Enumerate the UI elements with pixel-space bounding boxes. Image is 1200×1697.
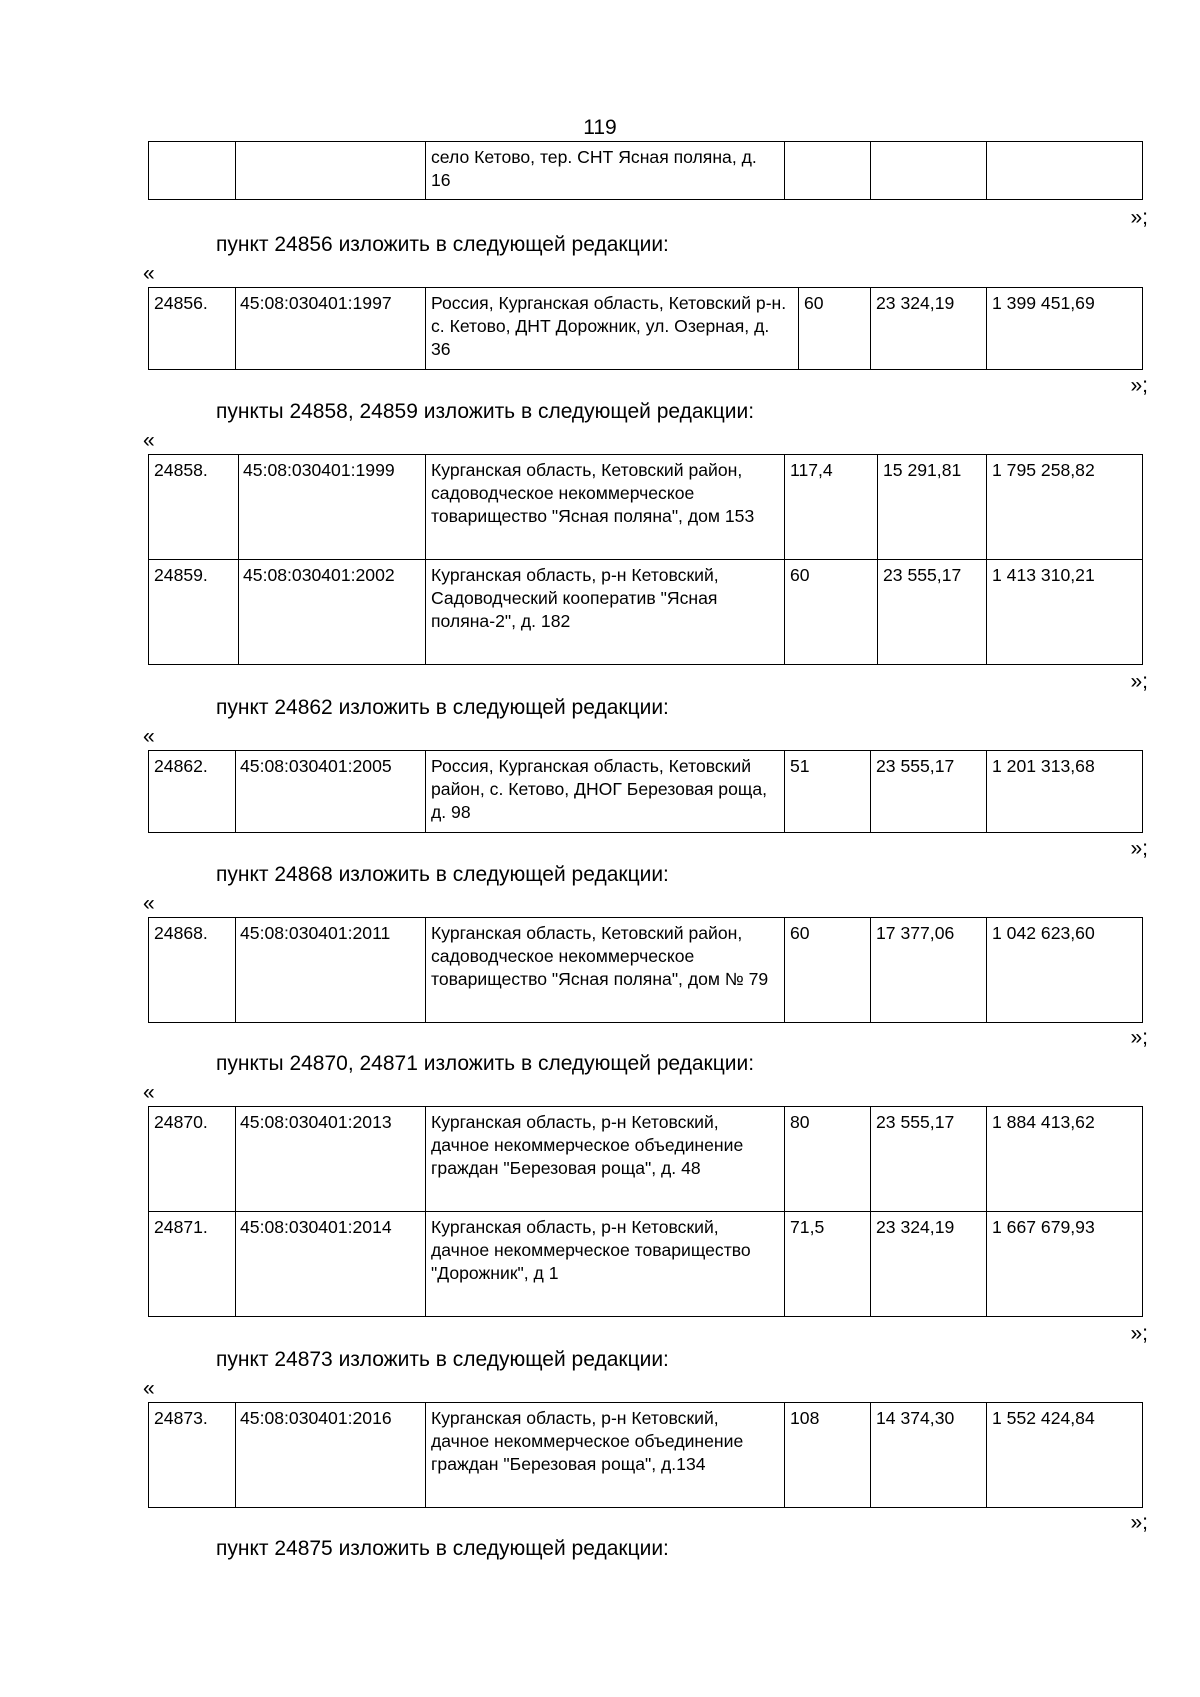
cell-address: Курганская область, р-н Кетовский, Садоводческий кооператив "Ясная поляна-2", д. 182 <box>426 560 785 665</box>
cell-kad <box>236 142 426 200</box>
closing-mark: »; <box>1130 837 1148 860</box>
opening-mark: « <box>143 725 155 748</box>
cell-kad: 45:08:030401:2013 <box>236 1107 426 1212</box>
cell-value: 1 201 313,68 <box>987 751 1143 833</box>
cell-num: 24871. <box>149 1212 236 1317</box>
table-row <box>149 1212 1143 1317</box>
cell-area: 51 <box>785 751 871 833</box>
cell-num: 24868. <box>149 918 236 1023</box>
closing-mark: »; <box>1130 670 1148 693</box>
cell-value: 1 667 679,93 <box>987 1212 1143 1317</box>
section-table <box>148 917 1143 1023</box>
cell-num: 24873. <box>149 1403 236 1508</box>
cell-area: 60 <box>799 288 871 370</box>
table-row <box>149 918 1143 1023</box>
cell-kad: 45:08:030401:2011 <box>236 918 426 1023</box>
closing-mark: »; <box>1130 1511 1148 1534</box>
opening-mark: « <box>143 429 155 452</box>
cell-num: 24858. <box>149 455 239 560</box>
fragment-table <box>148 141 1143 200</box>
section-instruction: пункты 24870, 24871 изложить в следующей редакции: <box>216 1052 755 1075</box>
section-table <box>148 287 1143 370</box>
cell-value: 1 795 258,82 <box>987 455 1143 560</box>
cell-price: 23 555,17 <box>878 560 987 665</box>
table-row <box>149 288 1143 370</box>
cell-address: Курганская область, Кетовский район, садоводческое некоммерческое товарищество "Ясная поляна", дом № 79 <box>426 918 785 1023</box>
cell-value: 1 884 413,62 <box>987 1107 1143 1212</box>
cell-price: 23 555,17 <box>871 751 987 833</box>
table-row <box>149 142 1143 200</box>
closing-mark: »; <box>1130 1026 1148 1049</box>
cell-kad: 45:08:030401:2002 <box>239 560 426 665</box>
cell-address: Курганская область, р-н Кетовский, дачное некоммерческое товарищество "Дорожник", д 1 <box>426 1212 785 1317</box>
cell-num: 24859. <box>149 560 239 665</box>
cell-address: Курганская область, р-н Кетовский, дачное некоммерческое объединение граждан "Березовая роща", д. 48 <box>426 1107 785 1212</box>
section-instruction: пункт 24856 изложить в следующей редакции: <box>216 233 669 256</box>
table-row <box>149 751 1143 833</box>
cell-area: 108 <box>785 1403 871 1508</box>
cell-price: 14 374,30 <box>871 1403 987 1508</box>
cell-price: 15 291,81 <box>878 455 987 560</box>
cell-kad: 45:08:030401:2005 <box>236 751 426 833</box>
section-table <box>148 1106 1143 1317</box>
section-instruction: пункт 24873 изложить в следующей редакции: <box>216 1348 669 1371</box>
cell-area: 80 <box>785 1107 871 1212</box>
cell-area <box>785 142 871 200</box>
opening-mark: « <box>143 1377 155 1400</box>
cell-area: 60 <box>785 560 878 665</box>
section-instruction: пункт 24875 изложить в следующей редакции: <box>216 1537 669 1560</box>
cell-value: 1 413 310,21 <box>987 560 1143 665</box>
cell-address: Россия, Курганская область, Кетовский р-н. с. Кетово, ДНТ Дорожник, ул. Озерная, д. 36 <box>426 288 799 370</box>
opening-mark: « <box>143 1081 155 1104</box>
opening-mark: « <box>143 262 155 285</box>
cell-value <box>987 142 1143 200</box>
section-table <box>148 1402 1143 1508</box>
section-instruction: пункт 24862 изложить в следующей редакции: <box>216 696 669 719</box>
opening-mark: « <box>143 892 155 915</box>
cell-address: Курганская область, р-н Кетовский, дачное некоммерческое объединение граждан "Березовая роща", д.134 <box>426 1403 785 1508</box>
cell-value: 1 552 424,84 <box>987 1403 1143 1508</box>
cell-area: 60 <box>785 918 871 1023</box>
section-table <box>148 750 1143 833</box>
cell-kad: 45:08:030401:2014 <box>236 1212 426 1317</box>
cell-kad: 45:08:030401:2016 <box>236 1403 426 1508</box>
cell-address: Россия, Курганская область, Кетовский район, с. Кетово, ДНОГ Березовая роща, д. 98 <box>426 751 785 833</box>
closing-mark: »; <box>1130 206 1148 229</box>
cell-area: 71,5 <box>785 1212 871 1317</box>
cell-area: 117,4 <box>785 455 878 560</box>
cell-value: 1 042 623,60 <box>987 918 1143 1023</box>
cell-kad: 45:08:030401:1997 <box>236 288 426 370</box>
cell-price: 23 324,19 <box>871 288 987 370</box>
section-instruction: пункт 24868 изложить в следующей редакции: <box>216 863 669 886</box>
cell-price: 23 555,17 <box>871 1107 987 1212</box>
closing-mark: »; <box>1130 374 1148 397</box>
table-row <box>149 1107 1143 1212</box>
section-table <box>148 454 1143 665</box>
cell-price: 17 377,06 <box>871 918 987 1023</box>
cell-address: село Кетово, тер. СНТ Ясная поляна, д. 16 <box>426 142 785 200</box>
page-number: 119 <box>583 116 617 139</box>
cell-num <box>149 142 236 200</box>
cell-num: 24862. <box>149 751 236 833</box>
section-instruction: пункты 24858, 24859 изложить в следующей редакции: <box>216 400 755 423</box>
cell-address: Курганская область, Кетовский район, садоводческое некоммерческое товарищество "Ясная поляна", дом 153 <box>426 455 785 560</box>
cell-num: 24870. <box>149 1107 236 1212</box>
closing-mark: »; <box>1130 1322 1148 1345</box>
cell-value: 1 399 451,69 <box>987 288 1143 370</box>
table-row <box>149 1403 1143 1508</box>
table-row <box>149 560 1143 665</box>
cell-num: 24856. <box>149 288 236 370</box>
cell-price <box>871 142 987 200</box>
table-row <box>149 455 1143 560</box>
cell-kad: 45:08:030401:1999 <box>239 455 426 560</box>
cell-price: 23 324,19 <box>871 1212 987 1317</box>
